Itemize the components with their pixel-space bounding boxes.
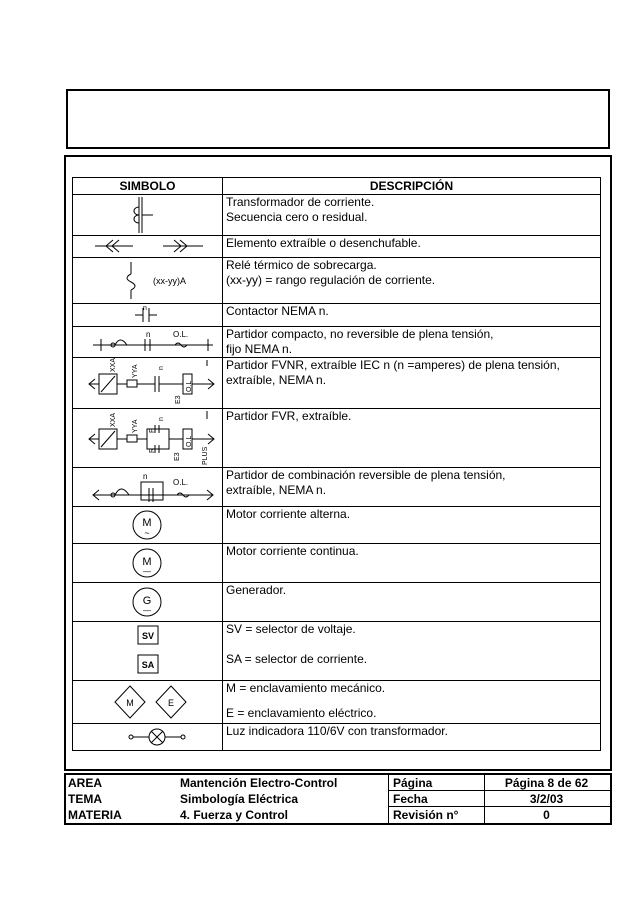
description-line: Partidor compacto, no reversible de plena tensión, (226, 327, 494, 341)
description-cell (223, 258, 601, 304)
footer-table (64, 773, 612, 825)
col-description-header: DESCRIPCIÓN (223, 178, 601, 195)
dc-dash: — (143, 567, 151, 576)
table-row (73, 195, 601, 236)
description-line: Luz indicadora 110/6V con transformador. (226, 724, 448, 738)
e3-label: E3 (175, 395, 182, 404)
xxa-label: XXA (110, 358, 117, 372)
motor-m-label: M (142, 517, 152, 529)
fvr-xxa-label: XXA (110, 412, 117, 427)
table-row (73, 468, 601, 507)
description-line: E = enclavamiento eléctrico. (226, 706, 377, 720)
table-header (73, 178, 601, 195)
materia-value: 4. Fuerza y Control (180, 808, 289, 822)
description-line: Generador. (226, 583, 287, 597)
materia-label: MATERIA (68, 808, 122, 822)
table-row (73, 507, 601, 544)
description-cell (223, 544, 601, 583)
contactor-symbol (73, 304, 223, 327)
table-row (73, 304, 601, 327)
contactor-n-label: n (143, 305, 147, 312)
thermal-relay-symbol (73, 258, 223, 304)
combination-n-label: n (143, 472, 148, 481)
fvr-starter-symbol (73, 409, 223, 468)
pagina-label: Página (393, 776, 433, 790)
generator-g-label: G (142, 595, 152, 607)
combination-starter-symbol (73, 468, 223, 507)
description-line: SA = selector de corriente. (226, 652, 368, 666)
current-transformer-symbol (73, 195, 223, 236)
symbol-table (72, 177, 601, 751)
fvnr-starter-symbol (73, 358, 223, 409)
description-cell (223, 195, 601, 236)
generator-dash: — (143, 606, 151, 615)
starter-n-label: n (146, 330, 151, 339)
area-label: AREA (68, 776, 103, 790)
tema-value: Simbología Eléctrica (180, 792, 299, 806)
pilot-light-symbol (73, 724, 223, 751)
pagina-value: Página 8 de 62 (504, 776, 589, 790)
tema-label: TEMA (68, 792, 102, 806)
table-row (73, 583, 601, 622)
table-row (73, 358, 601, 409)
dc-motor-symbol (73, 544, 223, 583)
description-line: Elemento extraíble o desenchufable. (226, 236, 421, 250)
fvr-n-label: n (158, 417, 165, 421)
ac-tilde: ~ (144, 528, 150, 538)
area-value: Mantención Electro-Control (180, 776, 338, 790)
description-cell (223, 236, 601, 258)
description-line: SV = selector de voltaje. (226, 622, 356, 636)
table-row (73, 236, 601, 258)
header-box (66, 89, 610, 149)
ac-motor-symbol (73, 507, 223, 544)
fvr-e3-label: E3 (174, 452, 181, 461)
description-cell (223, 681, 601, 724)
description-line: Secuencia cero o residual. (226, 210, 368, 224)
plus-label: PLUS (202, 446, 209, 465)
description-line: fijo NEMA n. (226, 342, 293, 356)
table-row (73, 409, 601, 468)
fvnr-n-label: n (158, 366, 165, 370)
description-line: Relé térmico de sobrecarga. (226, 258, 377, 272)
compact-starter-symbol (73, 327, 223, 358)
description-line: extraíble, NEMA n. (226, 373, 327, 387)
table-row (73, 327, 601, 358)
description-cell (223, 358, 601, 409)
dc-motor-m-label: M (142, 556, 152, 568)
table-row (73, 622, 601, 681)
sa-label: SA (141, 660, 155, 670)
description-cell (223, 468, 601, 507)
col-symbol-header: SIMBOLO (73, 178, 223, 195)
description-cell (223, 724, 601, 751)
overload-label: O.L. (173, 330, 189, 339)
footer-divider (388, 775, 389, 823)
fvr-yya-label: YYA (132, 419, 139, 433)
table-row (73, 724, 601, 751)
sv-label: SV (141, 631, 155, 641)
selector-symbols (73, 622, 223, 681)
interlock-symbols (73, 681, 223, 724)
description-cell (223, 622, 601, 681)
fvr-ol-label: O.L (186, 435, 193, 447)
description-line: Contactor NEMA n. (226, 304, 329, 318)
mech-interlock-label: M (126, 698, 134, 708)
table-row (73, 544, 601, 583)
description-line: M = enclavamiento mecánico. (226, 681, 386, 695)
description-cell (223, 327, 601, 358)
revision-label: Revisión n° (393, 808, 459, 822)
description-cell (223, 507, 601, 544)
withdrawable-element-symbol (73, 236, 223, 258)
description-line: Transformador de corriente. (226, 195, 375, 209)
elec-interlock-label: E (167, 698, 175, 708)
description-line: Partidor FVR, extraíble. (226, 409, 352, 423)
description-cell (223, 304, 601, 327)
table-row (73, 258, 601, 304)
description-line: Motor corriente alterna. (226, 507, 351, 521)
revision-value: 0 (543, 808, 550, 822)
description-line: extraíble, NEMA n. (226, 483, 327, 497)
description-line (226, 637, 600, 652)
description-line: Partidor de combinación reversible de plena tensión, (226, 468, 506, 482)
description-line: (xx-yy) = rango regulación de corriente. (226, 273, 436, 287)
fecha-label: Fecha (393, 792, 428, 806)
description-line: Motor corriente continua. (226, 544, 359, 558)
generator-symbol (73, 583, 223, 622)
description-cell (223, 409, 601, 468)
fecha-value: 3/2/03 (529, 792, 564, 806)
fvr-r-label: R (149, 447, 156, 453)
combination-ol-label: O.L. (173, 478, 189, 487)
description-line (226, 696, 600, 706)
ol-label: O.L (186, 380, 193, 392)
description-line: Partidor FVNR, extraíble IEC n (n =amperes) de plena tensión, (226, 358, 560, 372)
table-row (73, 681, 601, 724)
relay-range-label: (xx-yy)A (153, 276, 186, 286)
description-cell (223, 583, 601, 622)
fvr-f-label: F (149, 428, 156, 433)
yya-label: YYA (132, 364, 139, 378)
